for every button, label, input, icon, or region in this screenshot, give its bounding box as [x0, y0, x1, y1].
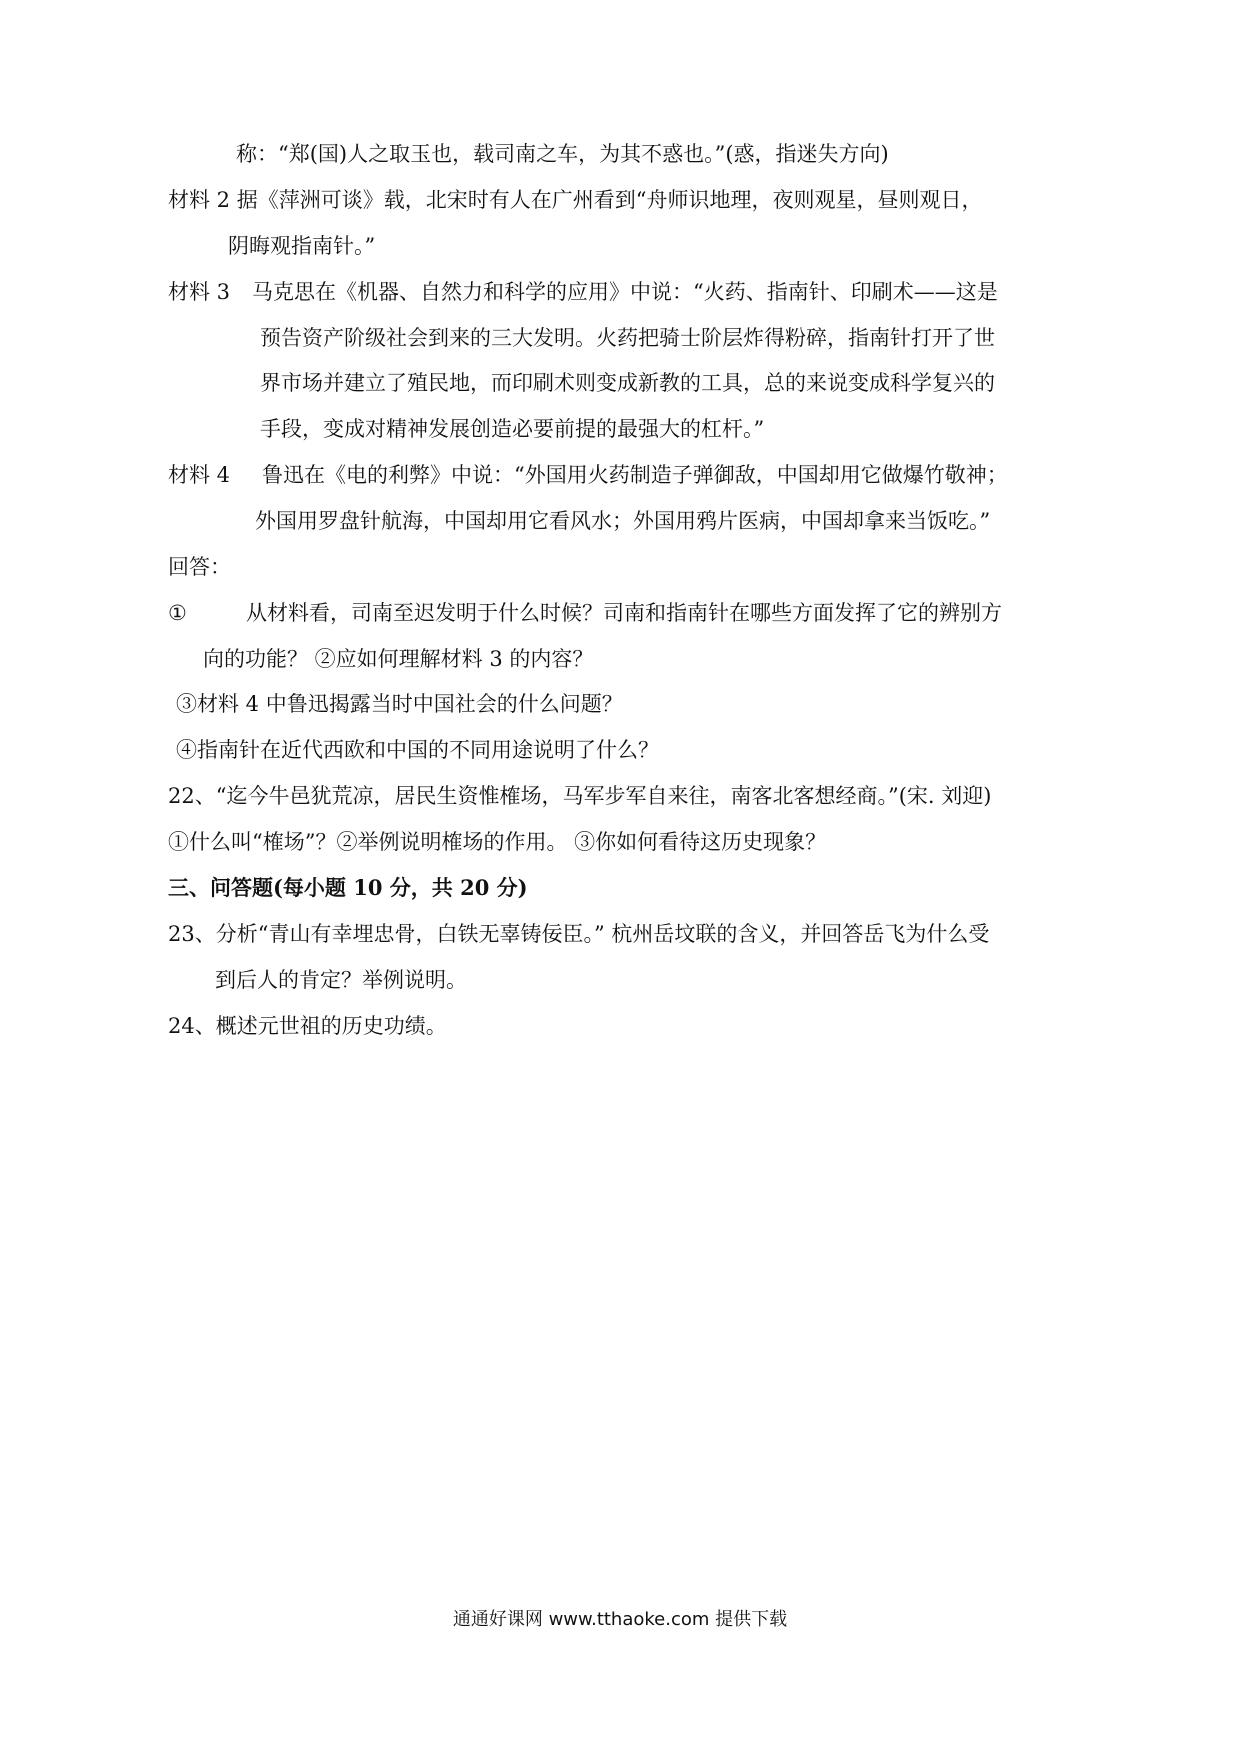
question-line: 向的功能？ ②应如何理解材料 3 的内容？ — [203, 647, 594, 671]
material-3-line: 界市场并建立了殖民地，而印刷术则变成新教的工具，总的来说变成科学复兴的 — [260, 371, 995, 395]
question-line: 从材料看，司南至迟发明于什么时候？司南和指南针在哪些方面发挥了它的辨别方 — [246, 601, 1002, 625]
question-22-subquestions: ①什么叫“榷场”？②举例说明榷场的作用。 ③你如何看待这历史现象？ — [168, 830, 827, 854]
material-3-label: 材料 3 — [168, 280, 231, 304]
question-marker: ① — [168, 601, 187, 625]
question-23: 23、分析“青山有幸埋忠骨，白铁无辜铸佞臣。” 杭州岳坟联的含义，并回答岳飞为什么受 — [168, 922, 990, 946]
material-2-line: 材料 2 据《萍洲可谈》载，北宋时有人在广州看到“舟师识地理，夜则观星，昼则观日， — [168, 188, 983, 212]
section-heading: 三、问答题(每小题 10 分，共 20 分) — [168, 875, 528, 900]
material-3-line: 马克思在《机器、自然力和科学的应用》中说：“火药、指南针、印刷术——这是 — [252, 280, 998, 304]
material-4-line: 外国用罗盘针航海，中国却用它看风水；外国用鸦片医病，中国却拿来当饭吃。” — [255, 509, 991, 533]
material-2-line: 阴晦观指南针。” — [228, 234, 376, 258]
material-3-line: 手段，变成对精神发展创造必要前提的最强大的杠杆。” — [260, 417, 765, 441]
footer-text: 通通好课网 www.tthaoke.com 提供下载 — [452, 1609, 788, 1630]
answer-prompt: 回答： — [168, 555, 231, 579]
question-line: ④指南针在近代西欧和中国的不同用途说明了什么？ — [176, 738, 659, 762]
material-3-line: 预告资产阶级社会到来的三大发明。火药把骑士阶层炸得粉碎，指南针打开了世 — [260, 326, 995, 350]
material-4-label: 材料 4 — [168, 463, 231, 487]
question-24: 24、概述元世祖的历史功绩。 — [168, 1014, 447, 1038]
material-1-continuation: 称：“郑(国)人之取玉也，载司南之车，为其不惑也。”(惑，指迷失方向) — [236, 142, 889, 166]
question-22: 22、“迄今牛邑犹荒凉，居民生资惟榷场，马军步军自来往，南客北客想经商。”(宋. 刘迎) — [168, 784, 992, 808]
question-line: ③材料 4 中鲁迅揭露当时中国社会的什么问题？ — [176, 692, 623, 716]
question-23-continuation: 到后人的肯定？举例说明。 — [215, 968, 467, 992]
material-4-line: 鲁迅在《电的利弊》中说：“外国用火药制造子弹御敌，中国却用它做爆竹敬神； — [262, 463, 1008, 487]
